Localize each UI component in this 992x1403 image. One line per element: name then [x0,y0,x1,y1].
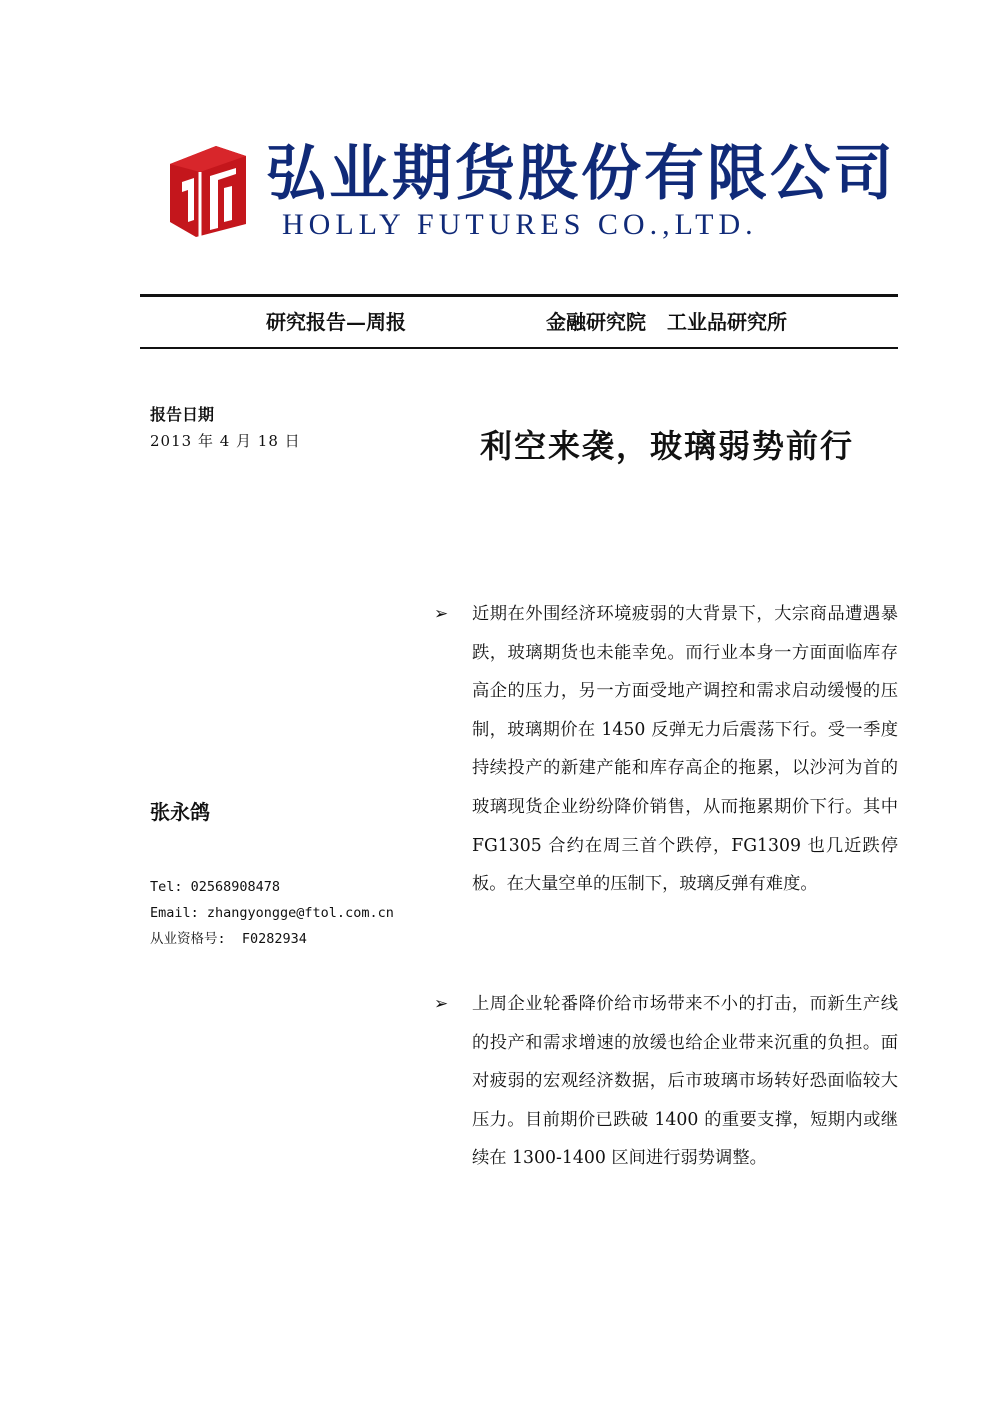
summary-paragraph: 近期在外围经济环境疲弱的大背景下，大宗商品遭遇暴跌，玻璃期货也未能幸免。而行业本身一方面面临库存高企的压力，另一方面受地产调控和需求启动缓慢的压制，玻璃期价在 1450 反弹无力后震荡下行。受一季度持续投产的新建产能和库存高企的拖累，以沙河为首的玻璃现货企业纷纷降价销售，从而拖累期价下行。其中 FG1305 合约在周三首个跌停，FG1309 也几近跌停板。在大量空单的压制下，玻璃反弹有难度。 [472,604,898,895]
author-tel: Tel: 02568908478 [150,879,281,895]
report-date-label: 报告日期 [150,405,215,424]
author-email: Email: zhangyongge@ftol.com.cn [150,905,394,921]
header-top-rule [140,294,898,297]
header-bottom-rule [140,347,898,349]
arrow-bullet-icon: ➢ [434,604,449,624]
summary-paragraph: 上周企业轮番降价给市场带来不小的打击，而新生产线的投产和需求增速的放缓也给企业带来沉重的负担。面对疲弱的宏观经济数据，后市玻璃市场转好恐面临较大压力。目前期价已跌破 1400 的重要支撑，短期内或继续在 1300-1400 区间进行弱势调整。 [472,994,898,1169]
author-name: 张永鸽 [150,800,210,824]
company-name-cn: 弘业期货股份有限公司 [266,139,896,209]
arrow-bullet-icon: ➢ [434,994,449,1014]
report-title: 利空来袭，玻璃弱势前行 [480,427,855,465]
author-license: 从业资格号: F0282934 [150,931,307,947]
report-type: 研究报告—周报 [266,310,406,334]
company-logo-mark [166,142,248,237]
department: 金融研究院 工业品研究所 [546,310,787,334]
company-logo [166,139,896,242]
report-date: 2013 年 4 月 18 日 [150,432,301,450]
company-name-en: HOLLY FUTURES CO.,LTD. [282,208,758,241]
author-contact [150,874,394,952]
